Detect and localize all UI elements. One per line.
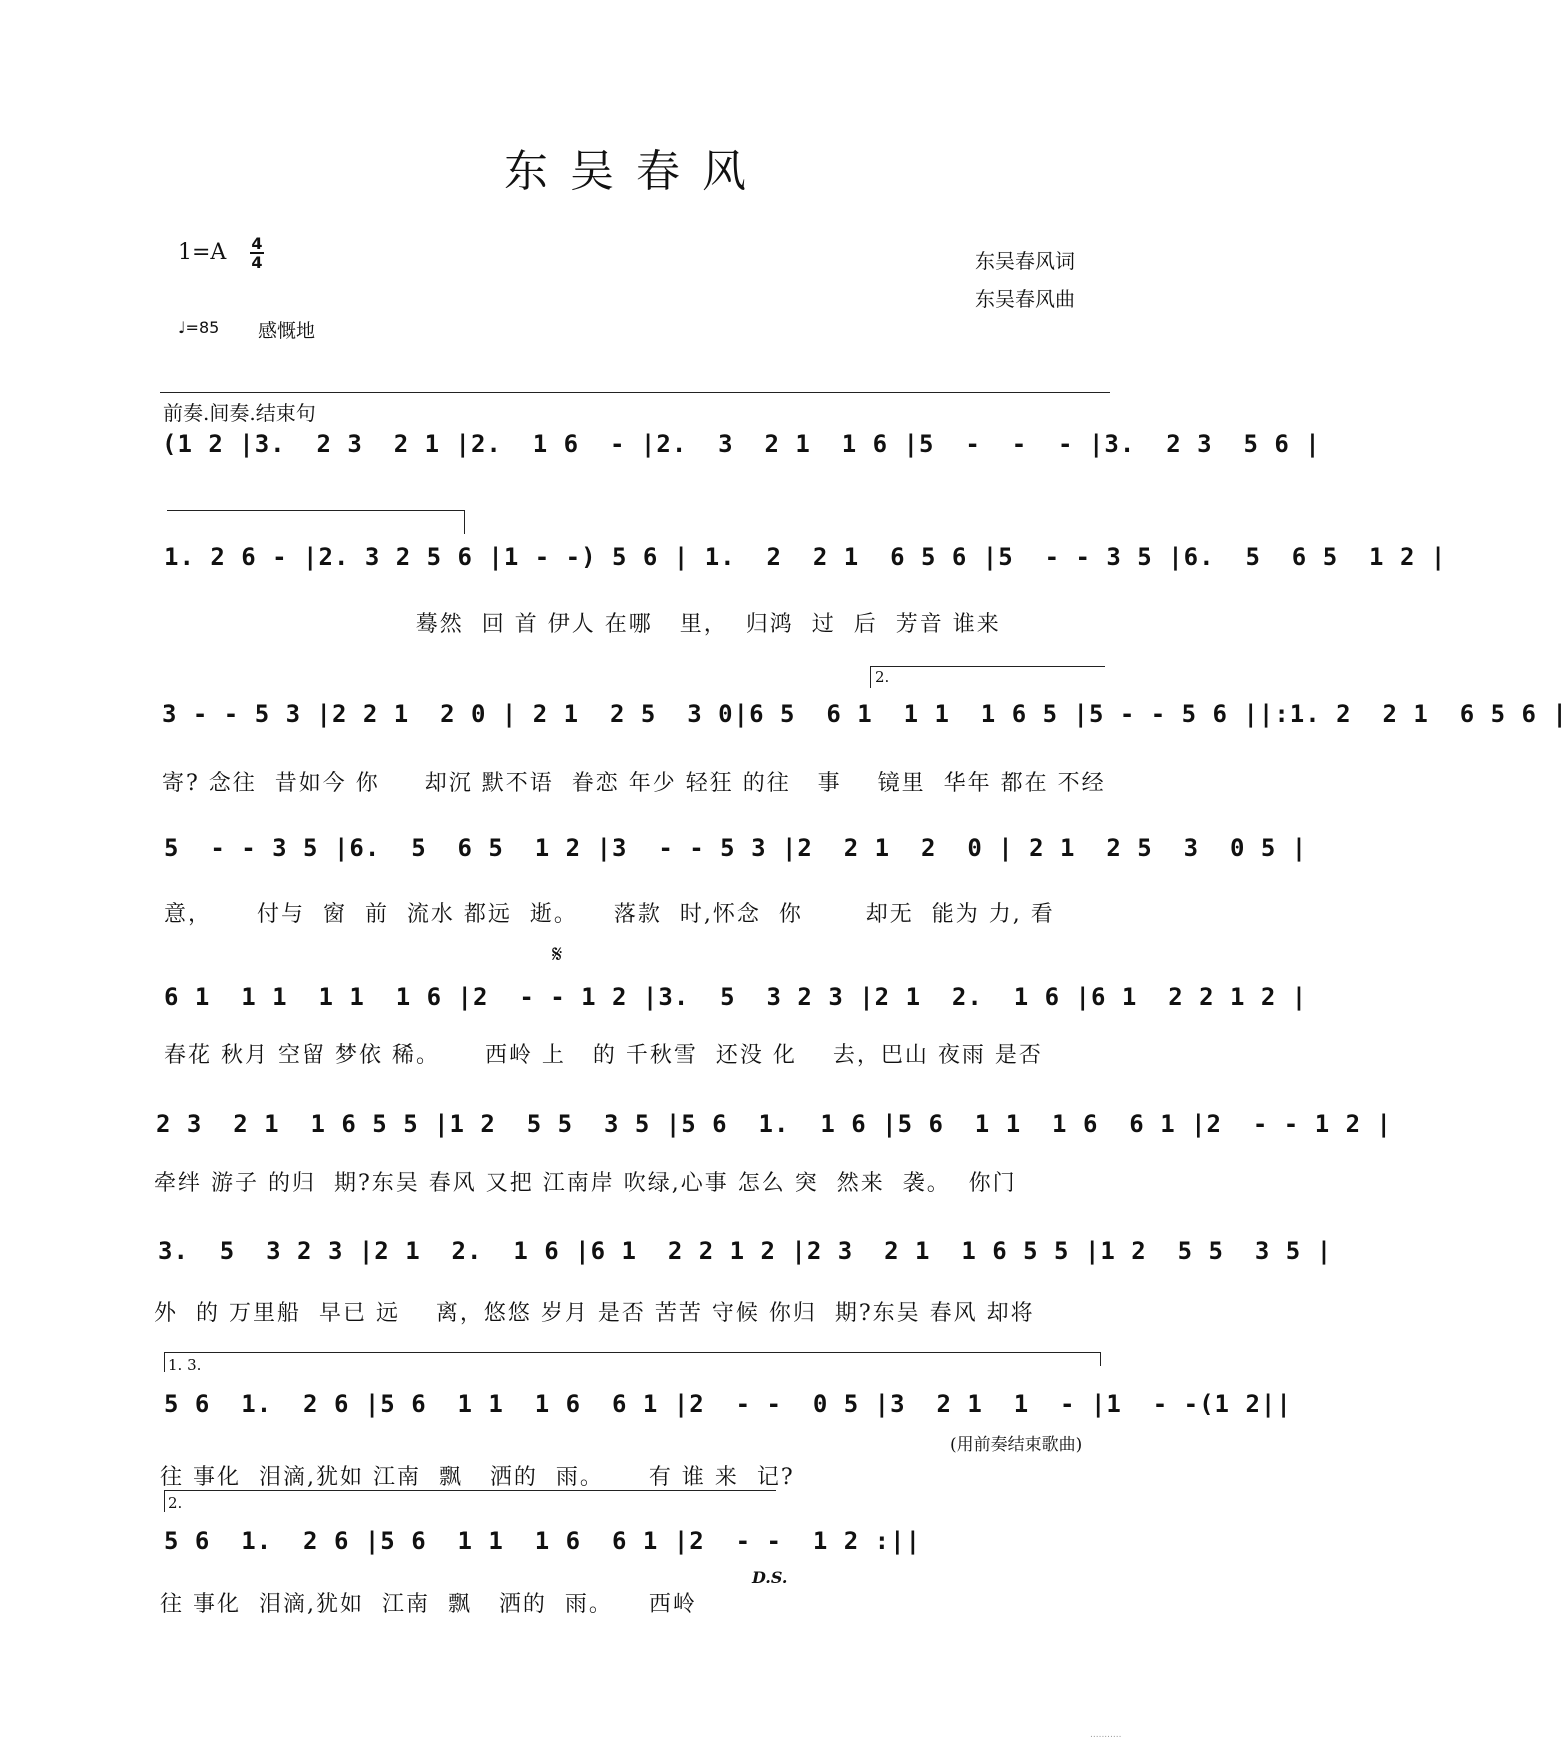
score-row-9: 5 6 1. 2 6 |5 6 1 1 1 6 6 1 |2 - - 1 2 :|| [164, 1527, 922, 1555]
score-row-5: 6 1 1 1 1 1 1 6 |2 - - 1 2 |3. 5 3 2 3 |2 1 2. 1 6 |6 1 2 2 1 2 | [164, 983, 1308, 1011]
lyricist-credit: 东吴春风词 [975, 249, 1075, 273]
ending-1-3-label: 1. 3. [168, 1356, 202, 1374]
ending-2b-label: 2. [168, 1494, 183, 1512]
footer-mark: ........... [1090, 1730, 1122, 1740]
intro-bracket-line-2 [167, 510, 465, 511]
score-row-2: 1. 2 6 - |2. 3 2 5 6 |1 - -) 5 6 | 1. 2 2 1 6 5 6 |5 - - 3 5 |6. 5 6 5 1 2 | [164, 543, 1447, 571]
time-signature [250, 236, 264, 270]
ending-2b-bracket-start [164, 1490, 165, 1512]
dal-segno-marking: D.S. [752, 1568, 788, 1587]
page-title: 东吴春风 [504, 146, 768, 197]
score-row-7: 3. 5 3 2 3 |2 1 2. 1 6 |6 1 2 2 1 2 |2 3 2 1 1 6 5 5 |1 2 5 5 3 5 | [158, 1237, 1333, 1265]
ending-note: (用前奏结束歌曲) [950, 1435, 1083, 1455]
lyrics-row-4: 意， 付与 窗 前 流水 都远 逝。 落款 时,怀念 你 却无 能为 力, 看 [164, 902, 1055, 927]
lyrics-row-2: 蓦然 回 首 伊人 在哪 里， 归鸿 过 后 芳音 谁来 [164, 612, 1001, 637]
ending-2-bracket [870, 666, 1105, 667]
score-row-8: 5 6 1. 2 6 |5 6 1 1 1 6 6 1 |2 - - 0 5 |3 2 1 1 - |1 - -(1 2|| [164, 1390, 1292, 1418]
score-row-3: 3 - - 5 3 |2 2 1 2 0 | 2 1 2 5 3 0|6 5 6 1 1 1 1 6 5 |5 - - 5 6 ||:1. 2 2 1 6 5 6 | [162, 700, 1568, 728]
intro-bracket-end [464, 510, 465, 534]
score-row-1: (1 2 |3. 2 3 2 1 |2. 1 6 - |2. 3 2 1 1 6 |5 - - - |3. 2 3 5 6 | [162, 430, 1321, 458]
lyrics-row-3: 寄? 念往 昔如今 你 却沉 默不语 眷恋 年少 轻狂 的往 事 镜里 华年 都在 不经 [162, 771, 1106, 796]
expression-marking: 感慨地 [258, 320, 316, 342]
ending-2b-bracket [164, 1490, 776, 1491]
ending-2-bracket-start [870, 666, 871, 688]
score-row-4: 5 - - 3 5 |6. 5 6 5 1 2 |3 - - 5 3 |2 2 1 2 0 | 2 1 2 5 3 0 5 | [164, 834, 1308, 862]
composer-credit: 东吴春风曲 [975, 287, 1075, 311]
ending-2-label: 2. [875, 668, 890, 686]
intro-bracket-line [160, 392, 1110, 393]
intro-label: 前奏.间奏.结束句 [163, 401, 316, 425]
lyrics-row-6: 牵绊 游子 的归 期?东吴 春风 又把 江南岸 吹绿,心事 怎么 突 然来 袭。 你门 [154, 1171, 1017, 1196]
ending-1-3-bracket-end [1100, 1352, 1101, 1366]
lyrics-row-9: 往 事化 泪滴,犹如 江南 飘 洒的 雨。 西岭 [160, 1592, 697, 1617]
score-row-6: 2 3 2 1 1 6 5 5 |1 2 5 5 3 5 |5 6 1. 1 6 |5 6 1 1 1 6 6 1 |2 - - 1 2 | [156, 1110, 1392, 1138]
lyrics-row-7: 外 的 万里船 早已 远 离，悠悠 岁月 是否 苦苦 守候 你归 期?东吴 春风 却将 [154, 1301, 1035, 1326]
tempo-marking: ♩=85 [178, 318, 220, 337]
lyrics-row-8: 往 事化 泪滴,犹如 江南 飘 洒的 雨。 有 谁 来 记? [160, 1465, 795, 1490]
segno-sign: 𝄋 [552, 940, 563, 968]
time-sig-top: 4 [251, 234, 263, 253]
ending-1-3-bracket-start [164, 1352, 165, 1372]
key-signature: 1=A [178, 240, 227, 265]
time-sig-bottom: 4 [251, 253, 263, 272]
lyrics-row-5: 春花 秋月 空留 梦依 稀。 西岭 上 的 千秋雪 还没 化 去，巴山 夜雨 是否 [164, 1043, 1043, 1068]
ending-1-3-bracket [164, 1352, 1100, 1353]
